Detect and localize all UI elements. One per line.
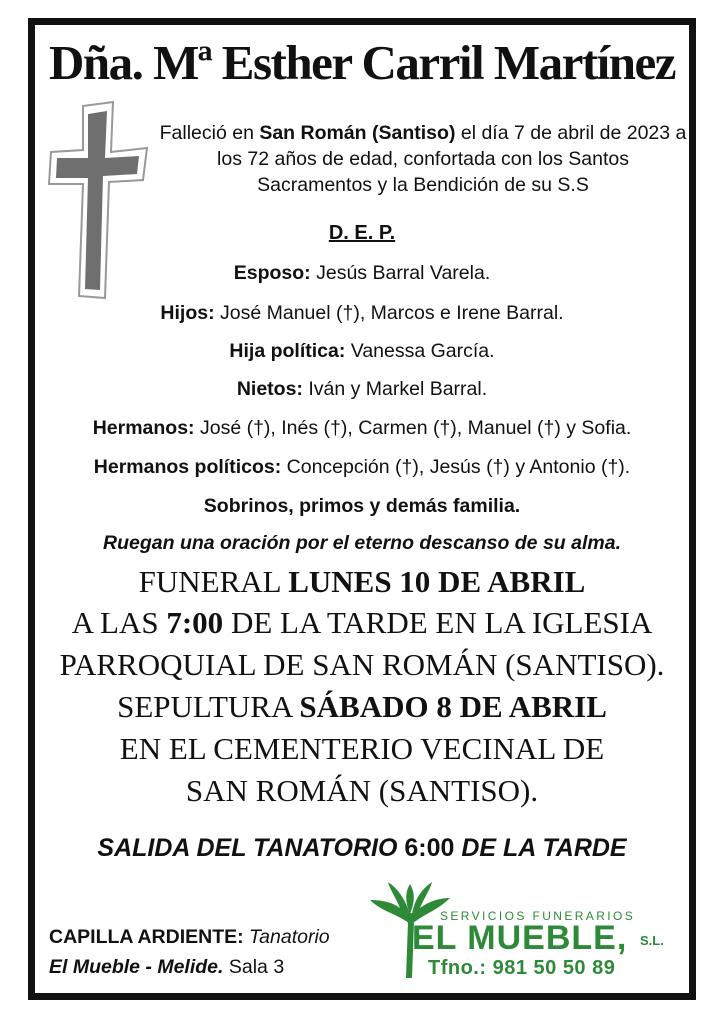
funeral-line-2: A LAS 7:00 DE LA TARDE EN LA IGLESIA [71,605,653,640]
logo-brand-name: EL MUEBLE, [412,919,628,957]
logo-service-text: SERVICIOS FUNERARIOS [440,909,636,923]
relatives-line: Sobrinos, primos y demás familia. [203,495,521,517]
dep-heading: D. E. P. [328,222,396,244]
funeral-line-1: FUNERAL LUNES 10 DE ABRIL [138,564,586,599]
burial-line-2: EN EL CEMENTERIO VECINAL DE [119,731,605,766]
family-line-grandchildren: Nietos: Iván y Markel Barral. [236,378,488,400]
family-line-children: Hijos: José Manuel (†), Marcos e Irene Barral. [160,302,564,324]
deceased-name: Dña. Mª Esther Carril Martínez [48,35,676,90]
family-line-siblings-in-law: Hermanos políticos: Concepción (†), Jesús (†) y Antonio (†). [93,456,631,478]
chapel-info: CAPILLA ARDIENTE: Tanatorio El Mueble - Melide. Sala 3 [49,926,330,978]
family-line-daughter-in-law: Hija política: Vanessa García. [229,340,495,362]
prayer-line: Ruegan una oración por el eterno descanso de su alma. [103,532,621,554]
logo-company-suffix: S.L. [640,933,664,948]
family-line-spouse: Esposo: Jesús Barral Varela. [233,262,491,284]
family-line-siblings: Hermanos: José (†), Inés (†), Carmen (†), Manuel (†) y Sofia. [92,417,632,439]
funeral-line-3: PARROQUIAL DE SAN ROMÁN (SANTISO). [59,647,665,682]
burial-line-3: SAN ROMÁN (SANTISO). [185,773,539,808]
burial-line-1: SEPULTURA SÁBADO 8 DE ABRIL [117,689,607,724]
departure-line: SALIDA DEL TANATORIO 6:00 DE LA TARDE [97,834,627,862]
death-announcement: Falleció en San Román (Santiso) el día 7 de abril de 2023 a los 72 años de edad, confortada con los Santos Sacramentos y la Bendición de su S.S [159,122,687,196]
logo-phone: Tfno.: 981 50 50 89 [428,957,616,979]
death-place: San Román (Santiso) [259,122,456,144]
